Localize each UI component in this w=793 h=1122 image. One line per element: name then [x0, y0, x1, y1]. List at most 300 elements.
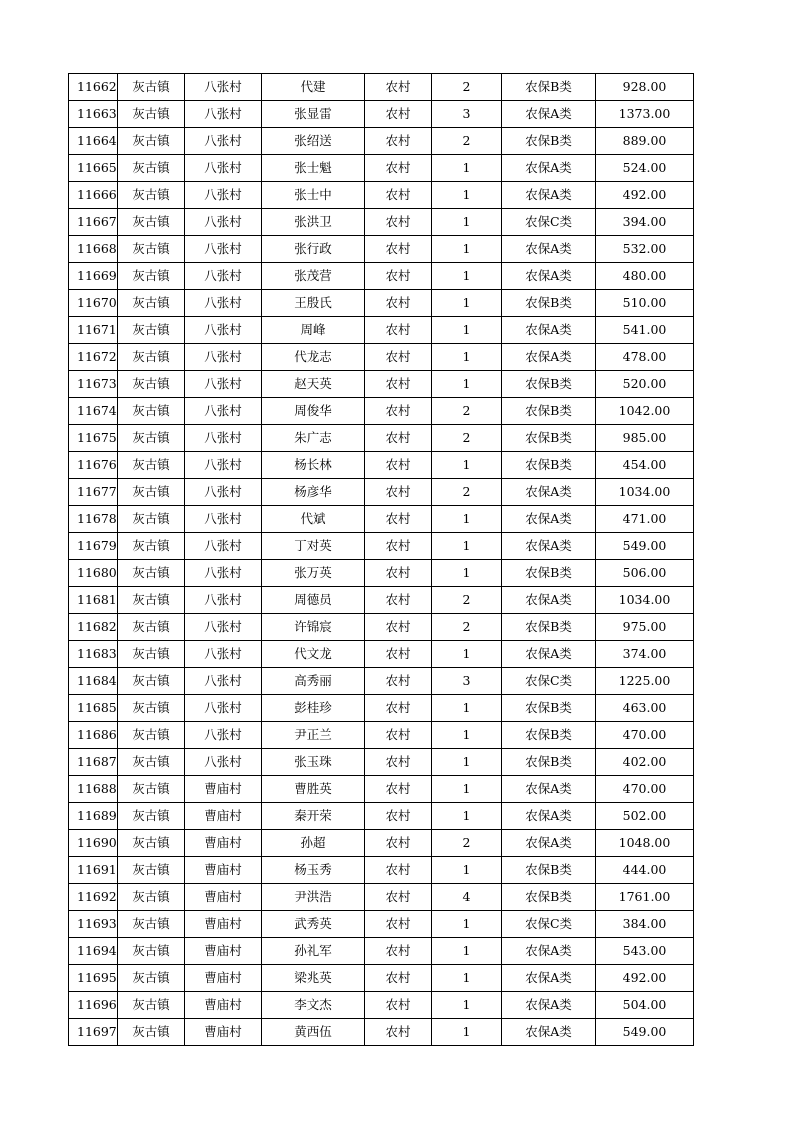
record-id-cell: 11690 [69, 830, 118, 857]
village-cell: 八张村 [185, 722, 262, 749]
category-cell: 农保B类 [502, 857, 596, 884]
amount-cell: 502.00 [596, 803, 694, 830]
name-cell: 张洪卫 [262, 209, 365, 236]
household-type-cell: 农村 [365, 938, 432, 965]
record-id-cell: 11697 [69, 1019, 118, 1046]
table-row [69, 668, 694, 695]
name-cell: 黄西伍 [262, 1019, 365, 1046]
category-cell: 农保B类 [502, 371, 596, 398]
town-cell: 灰古镇 [118, 668, 185, 695]
record-id-cell: 11672 [69, 344, 118, 371]
village-cell: 八张村 [185, 614, 262, 641]
town-cell: 灰古镇 [118, 992, 185, 1019]
household-type-cell: 农村 [365, 236, 432, 263]
amount-cell: 444.00 [596, 857, 694, 884]
amount-cell: 549.00 [596, 533, 694, 560]
record-id-cell: 11679 [69, 533, 118, 560]
person-count-cell: 1 [432, 965, 502, 992]
name-cell: 代龙志 [262, 344, 365, 371]
category-cell: 农保B类 [502, 884, 596, 911]
town-cell: 灰古镇 [118, 776, 185, 803]
amount-cell: 492.00 [596, 182, 694, 209]
household-type-cell: 农村 [365, 1019, 432, 1046]
household-type-cell: 农村 [365, 533, 432, 560]
town-cell: 灰古镇 [118, 722, 185, 749]
record-id-cell: 11668 [69, 236, 118, 263]
household-type-cell: 农村 [365, 992, 432, 1019]
category-cell: 农保B类 [502, 425, 596, 452]
table-row [69, 209, 694, 236]
village-cell: 八张村 [185, 641, 262, 668]
person-count-cell: 1 [432, 263, 502, 290]
table-row [69, 128, 694, 155]
record-id-cell: 11684 [69, 668, 118, 695]
table-row [69, 344, 694, 371]
record-id-cell: 11685 [69, 695, 118, 722]
town-cell: 灰古镇 [118, 614, 185, 641]
town-cell: 灰古镇 [118, 857, 185, 884]
town-cell: 灰古镇 [118, 938, 185, 965]
person-count-cell: 1 [432, 209, 502, 236]
category-cell: 农保B类 [502, 290, 596, 317]
person-count-cell: 1 [432, 938, 502, 965]
name-cell: 赵天英 [262, 371, 365, 398]
village-cell: 八张村 [185, 209, 262, 236]
household-type-cell: 农村 [365, 641, 432, 668]
table-row [69, 236, 694, 263]
village-cell: 八张村 [185, 101, 262, 128]
person-count-cell: 2 [432, 830, 502, 857]
village-cell: 八张村 [185, 344, 262, 371]
person-count-cell: 3 [432, 668, 502, 695]
town-cell: 灰古镇 [118, 587, 185, 614]
town-cell: 灰古镇 [118, 695, 185, 722]
table-row [69, 506, 694, 533]
town-cell: 灰古镇 [118, 965, 185, 992]
record-id-cell: 11675 [69, 425, 118, 452]
town-cell: 灰古镇 [118, 344, 185, 371]
record-id-cell: 11682 [69, 614, 118, 641]
village-cell: 曹庙村 [185, 992, 262, 1019]
table-row [69, 155, 694, 182]
record-id-cell: 11663 [69, 101, 118, 128]
town-cell: 灰古镇 [118, 452, 185, 479]
record-id-cell: 11686 [69, 722, 118, 749]
category-cell: 农保A类 [502, 533, 596, 560]
amount-cell: 1761.00 [596, 884, 694, 911]
village-cell: 曹庙村 [185, 857, 262, 884]
record-id-cell: 11681 [69, 587, 118, 614]
town-cell: 灰古镇 [118, 506, 185, 533]
name-cell: 代斌 [262, 506, 365, 533]
person-count-cell: 1 [432, 533, 502, 560]
category-cell: 农保A类 [502, 992, 596, 1019]
household-type-cell: 农村 [365, 479, 432, 506]
town-cell: 灰古镇 [118, 749, 185, 776]
name-cell: 杨彦华 [262, 479, 365, 506]
person-count-cell: 1 [432, 695, 502, 722]
town-cell: 灰古镇 [118, 263, 185, 290]
name-cell: 代建 [262, 74, 365, 101]
amount-cell: 504.00 [596, 992, 694, 1019]
amount-cell: 1373.00 [596, 101, 694, 128]
person-count-cell: 1 [432, 803, 502, 830]
table-row [69, 776, 694, 803]
table-row [69, 587, 694, 614]
town-cell: 灰古镇 [118, 155, 185, 182]
village-cell: 八张村 [185, 425, 262, 452]
town-cell: 灰古镇 [118, 641, 185, 668]
name-cell: 张万英 [262, 560, 365, 587]
name-cell: 武秀英 [262, 911, 365, 938]
town-cell: 灰古镇 [118, 398, 185, 425]
household-type-cell: 农村 [365, 803, 432, 830]
category-cell: 农保B类 [502, 614, 596, 641]
table-row [69, 938, 694, 965]
household-type-cell: 农村 [365, 587, 432, 614]
category-cell: 农保A类 [502, 506, 596, 533]
amount-cell: 394.00 [596, 209, 694, 236]
village-cell: 曹庙村 [185, 911, 262, 938]
household-type-cell: 农村 [365, 857, 432, 884]
village-cell: 曹庙村 [185, 776, 262, 803]
person-count-cell: 1 [432, 641, 502, 668]
name-cell: 孙超 [262, 830, 365, 857]
record-id-cell: 11678 [69, 506, 118, 533]
household-type-cell: 农村 [365, 128, 432, 155]
amount-cell: 928.00 [596, 74, 694, 101]
table-row [69, 830, 694, 857]
record-id-cell: 11674 [69, 398, 118, 425]
town-cell: 灰古镇 [118, 290, 185, 317]
category-cell: 农保B类 [502, 560, 596, 587]
category-cell: 农保A类 [502, 182, 596, 209]
name-cell: 周德员 [262, 587, 365, 614]
town-cell: 灰古镇 [118, 182, 185, 209]
category-cell: 农保B类 [502, 722, 596, 749]
table-row [69, 614, 694, 641]
household-type-cell: 农村 [365, 560, 432, 587]
category-cell: 农保A类 [502, 587, 596, 614]
person-count-cell: 1 [432, 317, 502, 344]
town-cell: 灰古镇 [118, 560, 185, 587]
household-type-cell: 农村 [365, 155, 432, 182]
category-cell: 农保C类 [502, 668, 596, 695]
name-cell: 秦开荣 [262, 803, 365, 830]
village-cell: 八张村 [185, 749, 262, 776]
amount-cell: 1048.00 [596, 830, 694, 857]
amount-cell: 889.00 [596, 128, 694, 155]
record-id-cell: 11683 [69, 641, 118, 668]
household-type-cell: 农村 [365, 776, 432, 803]
record-id-cell: 11676 [69, 452, 118, 479]
town-cell: 灰古镇 [118, 236, 185, 263]
category-cell: 农保A类 [502, 965, 596, 992]
record-id-cell: 11692 [69, 884, 118, 911]
amount-cell: 506.00 [596, 560, 694, 587]
household-type-cell: 农村 [365, 344, 432, 371]
name-cell: 张玉珠 [262, 749, 365, 776]
table-row [69, 317, 694, 344]
name-cell: 王殷氏 [262, 290, 365, 317]
record-id-cell: 11670 [69, 290, 118, 317]
category-cell: 农保B类 [502, 749, 596, 776]
category-cell: 农保A类 [502, 641, 596, 668]
village-cell: 八张村 [185, 290, 262, 317]
record-id-cell: 11695 [69, 965, 118, 992]
amount-cell: 1042.00 [596, 398, 694, 425]
name-cell: 彭桂珍 [262, 695, 365, 722]
household-type-cell: 农村 [365, 290, 432, 317]
person-count-cell: 1 [432, 992, 502, 1019]
amount-cell: 454.00 [596, 452, 694, 479]
person-count-cell: 1 [432, 749, 502, 776]
table-row [69, 803, 694, 830]
household-type-cell: 农村 [365, 371, 432, 398]
name-cell: 周峰 [262, 317, 365, 344]
amount-cell: 384.00 [596, 911, 694, 938]
village-cell: 八张村 [185, 317, 262, 344]
person-count-cell: 1 [432, 560, 502, 587]
name-cell: 张茂营 [262, 263, 365, 290]
table-row [69, 290, 694, 317]
household-type-cell: 农村 [365, 398, 432, 425]
person-count-cell: 2 [432, 425, 502, 452]
category-cell: 农保A类 [502, 938, 596, 965]
table-row [69, 749, 694, 776]
name-cell: 李文杰 [262, 992, 365, 1019]
household-type-cell: 农村 [365, 695, 432, 722]
amount-cell: 402.00 [596, 749, 694, 776]
household-type-cell: 农村 [365, 668, 432, 695]
name-cell: 孙礼军 [262, 938, 365, 965]
category-cell: 农保B类 [502, 695, 596, 722]
category-cell: 农保B类 [502, 398, 596, 425]
category-cell: 农保A类 [502, 263, 596, 290]
town-cell: 灰古镇 [118, 128, 185, 155]
record-id-cell: 11667 [69, 209, 118, 236]
household-type-cell: 农村 [365, 452, 432, 479]
person-count-cell: 1 [432, 344, 502, 371]
person-count-cell: 1 [432, 911, 502, 938]
category-cell: 农保A类 [502, 101, 596, 128]
person-count-cell: 1 [432, 722, 502, 749]
table-row [69, 101, 694, 128]
name-cell: 朱广志 [262, 425, 365, 452]
record-id-cell: 11688 [69, 776, 118, 803]
town-cell: 灰古镇 [118, 317, 185, 344]
table-row [69, 965, 694, 992]
record-id-cell: 11693 [69, 911, 118, 938]
town-cell: 灰古镇 [118, 830, 185, 857]
town-cell: 灰古镇 [118, 74, 185, 101]
table-row [69, 722, 694, 749]
table-row [69, 452, 694, 479]
person-count-cell: 2 [432, 479, 502, 506]
record-id-cell: 11669 [69, 263, 118, 290]
name-cell: 张行政 [262, 236, 365, 263]
record-id-cell: 11691 [69, 857, 118, 884]
record-id-cell: 11680 [69, 560, 118, 587]
village-cell: 曹庙村 [185, 938, 262, 965]
name-cell: 杨玉秀 [262, 857, 365, 884]
village-cell: 八张村 [185, 128, 262, 155]
person-count-cell: 2 [432, 587, 502, 614]
household-type-cell: 农村 [365, 965, 432, 992]
category-cell: 农保B类 [502, 128, 596, 155]
household-type-cell: 农村 [365, 722, 432, 749]
category-cell: 农保B类 [502, 74, 596, 101]
amount-cell: 470.00 [596, 776, 694, 803]
record-id-cell: 11666 [69, 182, 118, 209]
table-row [69, 641, 694, 668]
town-cell: 灰古镇 [118, 479, 185, 506]
name-cell: 张士中 [262, 182, 365, 209]
person-count-cell: 1 [432, 371, 502, 398]
household-type-cell: 农村 [365, 317, 432, 344]
household-type-cell: 农村 [365, 830, 432, 857]
household-type-cell: 农村 [365, 506, 432, 533]
name-cell: 张士魁 [262, 155, 365, 182]
village-cell: 八张村 [185, 587, 262, 614]
person-count-cell: 2 [432, 74, 502, 101]
amount-cell: 463.00 [596, 695, 694, 722]
person-count-cell: 1 [432, 857, 502, 884]
household-type-cell: 农村 [365, 74, 432, 101]
village-cell: 八张村 [185, 398, 262, 425]
person-count-cell: 1 [432, 290, 502, 317]
name-cell: 周俊华 [262, 398, 365, 425]
name-cell: 张显雷 [262, 101, 365, 128]
village-cell: 八张村 [185, 506, 262, 533]
table-row [69, 371, 694, 398]
village-cell: 八张村 [185, 560, 262, 587]
name-cell: 代文龙 [262, 641, 365, 668]
record-id-cell: 11689 [69, 803, 118, 830]
record-id-cell: 11673 [69, 371, 118, 398]
amount-cell: 1225.00 [596, 668, 694, 695]
village-cell: 八张村 [185, 668, 262, 695]
table-row [69, 1019, 694, 1046]
name-cell: 张绍送 [262, 128, 365, 155]
amount-cell: 532.00 [596, 236, 694, 263]
town-cell: 灰古镇 [118, 533, 185, 560]
record-id-cell: 11665 [69, 155, 118, 182]
amount-cell: 543.00 [596, 938, 694, 965]
records-table [68, 73, 694, 1046]
category-cell: 农保A类 [502, 1019, 596, 1046]
table-row [69, 911, 694, 938]
village-cell: 八张村 [185, 182, 262, 209]
category-cell: 农保A类 [502, 344, 596, 371]
person-count-cell: 1 [432, 182, 502, 209]
household-type-cell: 农村 [365, 884, 432, 911]
table-row [69, 857, 694, 884]
amount-cell: 470.00 [596, 722, 694, 749]
record-id-cell: 11662 [69, 74, 118, 101]
household-type-cell: 农村 [365, 749, 432, 776]
category-cell: 农保C类 [502, 209, 596, 236]
record-id-cell: 11687 [69, 749, 118, 776]
household-type-cell: 农村 [365, 101, 432, 128]
category-cell: 农保A类 [502, 830, 596, 857]
table-row [69, 884, 694, 911]
amount-cell: 510.00 [596, 290, 694, 317]
amount-cell: 985.00 [596, 425, 694, 452]
table-row [69, 479, 694, 506]
village-cell: 曹庙村 [185, 803, 262, 830]
table-row [69, 182, 694, 209]
village-cell: 八张村 [185, 155, 262, 182]
person-count-cell: 2 [432, 614, 502, 641]
amount-cell: 492.00 [596, 965, 694, 992]
village-cell: 八张村 [185, 695, 262, 722]
town-cell: 灰古镇 [118, 803, 185, 830]
record-id-cell: 11696 [69, 992, 118, 1019]
amount-cell: 1034.00 [596, 587, 694, 614]
village-cell: 曹庙村 [185, 884, 262, 911]
person-count-cell: 1 [432, 155, 502, 182]
household-type-cell: 农村 [365, 911, 432, 938]
record-id-cell: 11694 [69, 938, 118, 965]
name-cell: 丁对英 [262, 533, 365, 560]
village-cell: 曹庙村 [185, 830, 262, 857]
amount-cell: 541.00 [596, 317, 694, 344]
category-cell: 农保A类 [502, 155, 596, 182]
village-cell: 八张村 [185, 452, 262, 479]
person-count-cell: 1 [432, 452, 502, 479]
person-count-cell: 1 [432, 1019, 502, 1046]
amount-cell: 975.00 [596, 614, 694, 641]
town-cell: 灰古镇 [118, 371, 185, 398]
amount-cell: 549.00 [596, 1019, 694, 1046]
category-cell: 农保A类 [502, 317, 596, 344]
amount-cell: 480.00 [596, 263, 694, 290]
town-cell: 灰古镇 [118, 209, 185, 236]
household-type-cell: 农村 [365, 425, 432, 452]
table-row [69, 74, 694, 101]
table-row [69, 425, 694, 452]
village-cell: 八张村 [185, 236, 262, 263]
table-row [69, 533, 694, 560]
table-row [69, 263, 694, 290]
town-cell: 灰古镇 [118, 1019, 185, 1046]
table-row [69, 992, 694, 1019]
name-cell: 高秀丽 [262, 668, 365, 695]
person-count-cell: 1 [432, 506, 502, 533]
household-type-cell: 农村 [365, 209, 432, 236]
village-cell: 八张村 [185, 263, 262, 290]
record-id-cell: 11671 [69, 317, 118, 344]
amount-cell: 374.00 [596, 641, 694, 668]
household-type-cell: 农村 [365, 614, 432, 641]
village-cell: 曹庙村 [185, 1019, 262, 1046]
household-type-cell: 农村 [365, 182, 432, 209]
town-cell: 灰古镇 [118, 911, 185, 938]
record-id-cell: 11677 [69, 479, 118, 506]
household-type-cell: 农村 [365, 263, 432, 290]
person-count-cell: 2 [432, 398, 502, 425]
category-cell: 农保B类 [502, 452, 596, 479]
record-id-cell: 11664 [69, 128, 118, 155]
village-cell: 八张村 [185, 479, 262, 506]
village-cell: 八张村 [185, 371, 262, 398]
amount-cell: 1034.00 [596, 479, 694, 506]
amount-cell: 524.00 [596, 155, 694, 182]
name-cell: 曹胜英 [262, 776, 365, 803]
name-cell: 许锦宸 [262, 614, 365, 641]
amount-cell: 520.00 [596, 371, 694, 398]
